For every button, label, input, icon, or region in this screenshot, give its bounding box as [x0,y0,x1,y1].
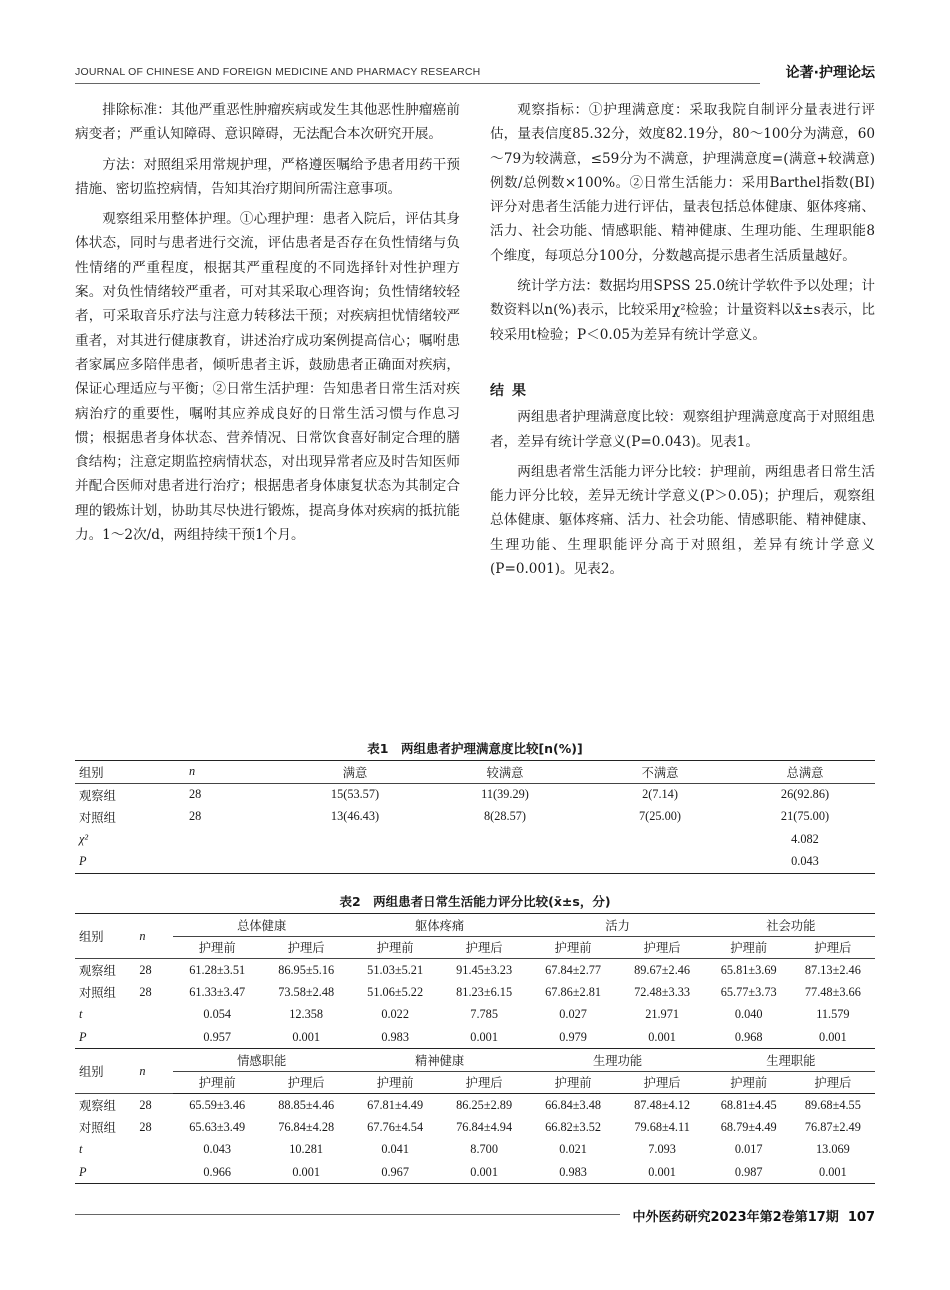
table-cell: 7(25.00) [638,809,681,824]
table2-dim-header: 总体健康 [173,914,351,937]
table-cell: 67.86±2.81 [545,984,602,999]
after-header: 护理后 [791,1071,875,1094]
table-cell [135,1161,172,1184]
table-cell: 66.84±3.48 [529,1094,618,1117]
table2-group-header: 组别 [79,1065,104,1079]
before-header: 护理前 [351,1071,440,1094]
table-cell: 11(39.29) [425,783,585,806]
table-row [75,806,875,829]
results-paragraph-2: 两组患者常生活能力评分比较：护理前，两组患者日常生活能力评分比较，差异无统计学意义(P＞0.05)；护理后，观察组总体健康、躯体疼痛、活力、社会功能、情感职能、精神健康、生理功能、生理职能评分高于对照组，差异有统计学意义(P=0.001)。见表2。 [490,463,875,578]
table-row [75,1139,875,1162]
table-cell: 观察组 [75,1094,135,1117]
after-header: 护理后 [465,941,503,956]
table-cell: 88.85±4.46 [262,1094,351,1117]
table2-dim-header: 生理职能 [707,1049,875,1072]
table1-header: 不满意 [585,761,735,784]
table-cell: 76.87±2.49 [804,1119,861,1134]
table-cell: 对照组 [79,1121,116,1136]
after-header: 护理后 [262,1071,351,1094]
table2-group-header: 组别 [75,914,135,959]
table-cell: 13.069 [815,1142,850,1157]
table-row [75,828,875,851]
table-cell: 28 [189,809,202,824]
table-row [75,1116,875,1139]
table-cell: 67.81±4.49 [351,1094,440,1117]
table1-header: 满意 [285,761,425,784]
after-header: 护理后 [814,941,852,956]
table1-header: 较满意 [425,761,585,784]
table1-caption: 表1 两组患者护理满意度比较[n(%)] [367,741,583,756]
after-header: 护理后 [618,1071,707,1094]
table-cell: 10.281 [289,1142,324,1157]
table-cell: 67.76±4.54 [367,1119,424,1134]
table-cell: 0.957 [173,1026,262,1049]
results-heading: 结果 [490,382,534,399]
page-number: 107 [847,1210,875,1225]
table1-header: n [185,761,285,784]
table-cell: t [79,1142,83,1157]
table-cell: 51.06±5.22 [367,984,424,999]
table-cell: 0.983 [529,1161,618,1184]
table2-caption: 表2 两组患者日常生活能力评分比较(x̄±s，分) [339,894,611,909]
table-cell: 0.983 [351,1026,440,1049]
table-row [75,1161,875,1184]
table-cell: 76.84±4.28 [278,1119,335,1134]
table2-n-header: n [139,1063,146,1078]
table-cell: 28 [139,1119,152,1134]
before-header: 护理前 [707,1071,791,1094]
table-cell: 观察组 [75,959,135,982]
table-cell: 65.81±3.69 [707,959,791,982]
table-cell: 0.979 [529,1026,618,1049]
table-cell: 86.25±2.89 [440,1094,529,1117]
table-cell: 对照组 [79,986,116,1001]
table-cell: P [75,1161,135,1184]
table-cell: 79.68±4.11 [634,1119,690,1134]
table-cell: 7.785 [470,1007,498,1022]
table-cell: 76.84±4.94 [456,1119,513,1134]
table-cell: 7.093 [648,1142,676,1157]
table-row [75,1004,875,1027]
table-cell: 21(75.00) [780,809,830,824]
table-cell: 0.027 [559,1007,587,1022]
table-cell: 0.001 [262,1026,351,1049]
table-cell: 73.58±2.48 [278,984,335,999]
table-cell: 12.358 [289,1007,324,1022]
table2-dim-header: 社会功能 [707,914,875,937]
table1-header: 组别 [75,761,185,784]
exclusion-criteria-paragraph: 排除标准：其他严重恶性肿瘤疾病或发生其他恶性肿瘤癌前病变者；严重认知障碍、意识障碍，无法配合本次研究开展。 [75,102,460,143]
table-cell: 2(7.14) [585,783,735,806]
table-cell: 0.001 [791,1026,875,1049]
page-footer [632,1206,875,1225]
table-cell: 0.021 [559,1142,587,1157]
before-header: 护理前 [554,941,592,956]
table-cell [135,1139,172,1162]
after-header: 护理后 [287,941,325,956]
table-cell: 91.45±3.23 [440,959,529,982]
table-cell: 对照组 [79,810,116,825]
header-rule [75,83,760,84]
table-cell: 0.041 [381,1142,409,1157]
table-cell: 8.700 [470,1142,498,1157]
left-column [75,98,460,547]
table-cell: 87.13±2.46 [791,959,875,982]
table-cell [135,1004,172,1027]
observation-group-paragraph: 观察组采用整体护理。①心理护理：患者入院后，评估其身体状态，同时与患者进行交流，评估患者是否存在负性情绪与负性情绪的严重程度，根据其严重程度的不同选择针对性护理方案。对负性情绪较严重者，可对其采取心理咨询；负性情绪较轻者，可采取音乐疗法与注意力转移法干预；对疾病担忧情绪较严重者，对其进行健康教育，讲述治疗成功案例提高信心；嘱咐患者家属应多陪伴患者，倾听患者主诉，鼓励患者正确面对疾病，保证心理适应与平衡；②日常生活护理：告知患者日常生活对疾病治疗的重要性，嘱咐其应养成良好的日常生活习惯与作息习惯；根据患者身体状态、营养情况、日常饮食喜好制定合理的膳食结构；注意定期监控病情状态，对出现异常者应及时告知医师并配合医师对患者进行治疗；根据患者身体康复状态为其制定合理的锻炼计划，协助其尽快进行锻炼，提高身体对疾病的抵抗能力。1～2次/d，两组持续干预1个月。 [75,211,460,544]
table-cell: 0.987 [707,1161,791,1184]
table-cell: 26(92.86) [735,783,875,806]
table-cell: 0.040 [734,1007,763,1022]
footer-rule [75,1214,620,1215]
table-cell: 0.001 [440,1161,529,1184]
table-cell: 65.63±3.49 [189,1119,246,1134]
table-cell: 28 [135,1094,172,1117]
table-cell: 4.082 [791,831,819,846]
table-cell: 15(53.57) [285,783,425,806]
table-cell: 11.579 [816,1007,850,1022]
table-cell: 89.67±2.46 [618,959,707,982]
table-cell: 89.68±4.55 [791,1094,875,1117]
table2 [75,913,875,1184]
table-cell: 65.59±3.46 [173,1094,262,1117]
observation-indicators-paragraph: 观察指标：①护理满意度：采取我院自制评分量表进行评估，量表信度85.32分，效度82.19分，80～100分为满意，60～79为较满意，≤59分为不满意，护理满意度=(满意+较满意)例数/总例数×100%。②日常生活能力：采用Barthel指数(BI)评分对患者生活能力进行评估，量表包括总体健康、躯体疼痛、活力、社会功能、情感职能、精神健康、生理功能、生理职能8个维度，每项总分100分，分数越高提示患者生活质量越好。 [490,102,875,264]
table-cell: 65.77±3.73 [720,984,777,999]
table-cell: 0.001 [618,1026,707,1049]
table-row [75,959,875,982]
table-cell: P [75,1026,135,1049]
table-row [75,1026,875,1049]
table-cell: 77.48±3.66 [804,984,861,999]
table-cell: 28 [139,984,152,999]
table-cell: 0.043 [203,1142,232,1157]
table-cell [135,1026,172,1049]
table-cell: 观察组 [75,783,185,806]
table-cell: 68.79±4.49 [720,1119,777,1134]
table-cell: 81.23±6.15 [456,984,513,999]
table-cell: 0.001 [262,1161,351,1184]
table-cell: 28 [135,959,172,982]
table2-dim-header: 精神健康 [351,1049,529,1072]
table-cell: χ² [79,831,89,846]
table-cell: 0.001 [440,1026,529,1049]
table-row [75,783,875,806]
after-header: 护理后 [643,941,681,956]
table2-dim-header: 躯体疼痛 [351,914,529,937]
before-header: 护理前 [376,941,414,956]
table-cell: P [75,851,185,874]
table-cell: 8(28.57) [483,809,526,824]
table-cell: 0.001 [791,1161,875,1184]
table-cell: 0.043 [735,851,875,874]
table-cell: 66.82±3.52 [545,1119,602,1134]
table-row [75,1094,875,1117]
table1 [75,760,875,874]
table-cell: 61.33±3.47 [189,984,246,999]
table-cell: 28 [185,783,285,806]
table1-header: 总满意 [735,761,875,784]
before-header: 护理前 [173,1071,262,1094]
table-cell: 68.81±4.45 [707,1094,791,1117]
table-cell: 0.017 [734,1142,763,1157]
table-row [75,981,875,1004]
journal-name: JOURNAL OF CHINESE AND FOREIGN MEDICINE AND PHARMACY RESEARCH [75,66,481,78]
after-header: 护理后 [440,1071,529,1094]
table-cell: 51.03±5.21 [351,959,440,982]
table-cell: t [79,1007,83,1022]
table-cell: 87.48±4.12 [618,1094,707,1117]
table2-dim-header: 生理功能 [529,1049,707,1072]
statistics-paragraph: 统计学方法：数据均用SPSS 25.0统计学软件予以处理；计数资料以n(%)表示，比较采用χ²检验；计量资料以x̄±s表示，比较采用t检验；P＜0.05为差异有统计学意义。 [490,278,875,343]
table-cell: 61.28±3.51 [173,959,262,982]
footer-journal-issue: 中外医药研究2023年第2卷第17期 [632,1210,839,1225]
table-cell: 13(46.43) [330,809,380,824]
results-paragraph-1: 两组患者护理满意度比较：观察组护理满意度高于对照组患者，差异有统计学意义(P=0.043)。见表1。 [490,409,875,450]
table-cell: 0.022 [381,1007,409,1022]
table-cell: 67.84±2.77 [529,959,618,982]
table-cell: 86.95±5.16 [262,959,351,982]
right-column [490,98,875,581]
table-cell: 72.48±3.33 [634,984,691,999]
before-header: 护理前 [730,941,768,956]
table2-dim-header: 活力 [529,914,707,937]
table-cell: 0.968 [707,1026,791,1049]
table-row [75,851,875,874]
table-cell: 0.966 [173,1161,262,1184]
table-cell: 0.001 [618,1161,707,1184]
table2-dim-header: 情感职能 [173,1049,351,1072]
table-cell: 0.054 [203,1007,232,1022]
method-paragraph: 方法：对照组采用常规护理，严格遵医嘱给予患者用药干预措施、密切监控病情，告知其治疗期间所需注意事项。 [75,156,460,197]
table2-n-header: n [135,914,172,959]
section-label: 论著·护理论坛 [785,65,875,81]
before-header: 护理前 [198,941,236,956]
table-cell: 0.967 [351,1161,440,1184]
before-header: 护理前 [529,1071,618,1094]
table-cell: 21.971 [645,1007,680,1022]
